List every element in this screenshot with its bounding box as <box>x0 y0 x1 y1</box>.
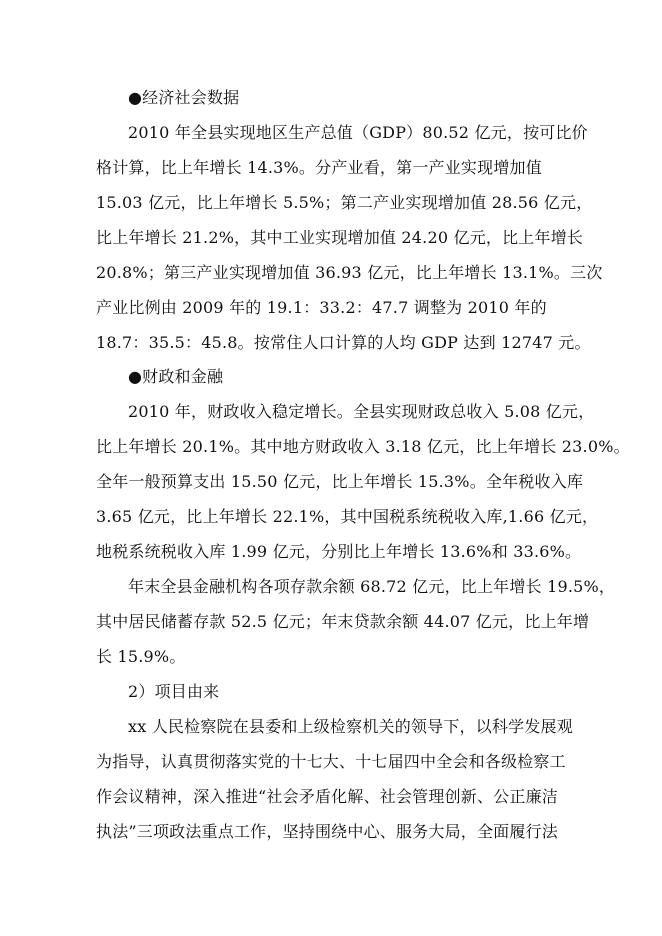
finance-heading: ●财政和金融 <box>128 367 224 386</box>
finance-line: 长 15.9%。 <box>96 647 186 666</box>
origin-heading: 2）项目由来 <box>128 682 220 701</box>
finance-line: 3.65 亿元，比上年增长 22.1%，其中国税系统税收入库,1.66 亿元， <box>96 507 599 526</box>
economy-line: 18.7：35.5：45.8。按常住人口计算的人均 GDP 达到 12747 元。 <box>96 333 591 352</box>
origin-line: 为指导，认真贯彻落实党的十七大、十七届四中全会和各级检察工 <box>96 752 566 771</box>
economy-line: 20.8%；第三产业实现增加值 36.93 亿元，比上年增长 13.1%。三次 <box>96 263 603 282</box>
economy-line: 2010 年全县实现地区生产总值（GDP）80.52 亿元，按可比价 <box>128 123 588 142</box>
economy-line: 比上年增长 21.2%，其中工业实现增加值 24.20 亿元，比上年增长 <box>96 228 584 247</box>
economy-heading: ●经济社会数据 <box>128 88 240 107</box>
origin-line: 执法”三项政法重点工作，坚持围绕中心、服务大局，全面履行法 <box>96 822 558 841</box>
finance-line: 比上年增长 20.1%。其中地方财政收入 3.18 亿元，比上年增长 23.0%。 <box>96 437 630 456</box>
finance-line: 2010 年，财政收入稳定增长。全县实现财政总收入 5.08 亿元， <box>128 402 595 421</box>
finance-line: 其中居民储蓄存款 52.5 亿元；年末贷款余额 44.07 亿元，比上年增 <box>96 612 590 631</box>
economy-line: 产业比例由 2009 年的 19.1：33.2：47.7 调整为 2010 年的 <box>96 298 547 317</box>
economy-line: 格计算，比上年增长 14.3%。分产业看，第一产业实现增加值 <box>96 158 542 177</box>
finance-line: 全年一般预算支出 15.50 亿元，比上年增长 15.3%。全年税收入库 <box>96 472 584 491</box>
economy-line: 15.03 亿元，比上年增长 5.5%；第二产业实现增加值 28.56 亿元， <box>96 193 593 212</box>
origin-line: 作会议精神，深入推进“社会矛盾化解、社会管理创新、公正廉洁 <box>96 787 558 806</box>
finance-line: 年末全县金融机构各项存款余额 68.72 亿元，比上年增长 19.5%， <box>128 577 616 596</box>
origin-line: xx 人民检察院在县委和上级检察机关的领导下，以科学发展观 <box>128 717 573 736</box>
finance-line: 地税系统税收入库 1.99 亿元，分别比上年增长 13.6%和 33.6%。 <box>96 542 582 561</box>
